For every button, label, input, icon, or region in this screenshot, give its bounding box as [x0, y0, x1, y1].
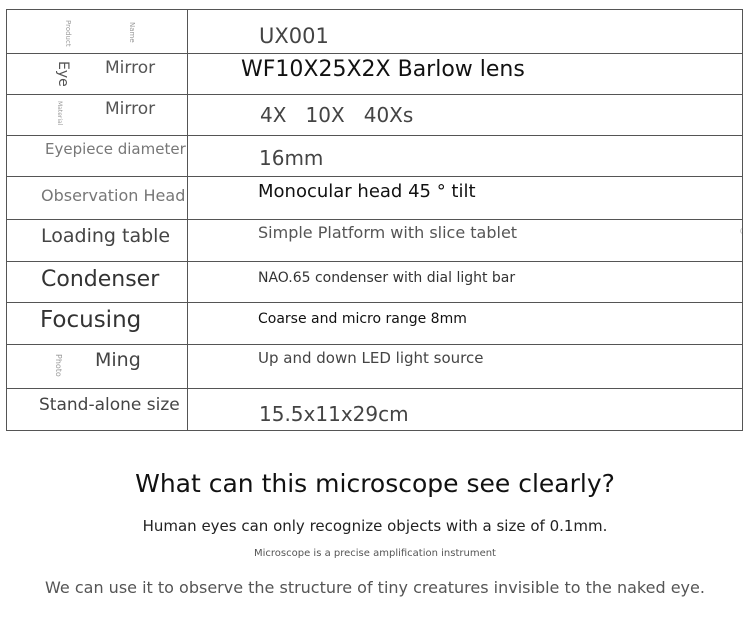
spec-value: NAO.65 condenser with dial light bar — [258, 270, 516, 286]
spec-table — [6, 9, 743, 431]
spec-value: 4X 10X 40Xs — [260, 103, 414, 127]
spec-value: Coarse and micro range 8mm — [258, 311, 467, 327]
spec-value: Monocular head 45 ° tilt — [258, 181, 476, 202]
speck-decoration — [740, 228, 743, 234]
spec-label-cell — [7, 262, 188, 303]
spec-value: WF10X25X2X Barlow lens — [241, 57, 525, 82]
spec-value: Up and down LED light source — [258, 349, 484, 367]
spec-label-small: Photo — [54, 354, 63, 377]
info-line-3: We can use it to observe the structure of tiny creatures invisible to the naked eye. — [45, 578, 705, 597]
spec-label-prefix: Eye — [55, 61, 71, 87]
spec-label: Stand-alone size — [39, 395, 180, 415]
table-row — [7, 303, 743, 345]
info-line-1: Human eyes can only recognize objects with a size of 0.1mm. — [142, 517, 608, 535]
spec-label: Observation Head — [41, 186, 186, 205]
spec-label-cell — [7, 54, 188, 95]
info-line-2: Microscope is a precise amplification instrument — [254, 548, 496, 559]
spec-label: Eyepiece diameter — [45, 140, 186, 158]
spec-value-cell — [188, 303, 743, 345]
spec-value-cell — [188, 220, 743, 262]
spec-value-cell — [188, 262, 743, 303]
spec-label-small: Product — [64, 20, 72, 47]
table-row — [7, 136, 743, 177]
spec-label-cell — [7, 220, 188, 262]
spec-label-small: Material — [56, 101, 63, 126]
table-row — [7, 345, 743, 389]
spec-value-cell — [188, 136, 743, 177]
spec-label-cell — [7, 136, 188, 177]
table-row — [7, 220, 743, 262]
spec-label-cell — [7, 10, 188, 54]
spec-value: 16mm — [259, 146, 324, 170]
spec-label: Focusing — [40, 307, 142, 333]
spec-label: Condenser — [41, 267, 160, 292]
spec-value-cell — [188, 95, 743, 136]
spec-label-cell — [7, 303, 188, 345]
spec-value-cell — [188, 345, 743, 389]
spec-label-cell — [7, 345, 188, 389]
table-row — [7, 262, 743, 303]
table-row — [7, 10, 743, 54]
table-row — [7, 177, 743, 220]
spec-label-cell — [7, 389, 188, 431]
spec-value-cell — [188, 54, 743, 95]
info-heading: What can this microscope see clearly? — [135, 469, 615, 498]
spec-label: Mirror — [105, 99, 156, 119]
spec-label: Mirror — [105, 58, 156, 78]
spec-value-cell — [188, 10, 743, 54]
spec-value: UX001 — [259, 24, 329, 48]
spec-value-cell — [188, 177, 743, 220]
spec-label: Loading table — [41, 225, 171, 247]
table-row — [7, 95, 743, 136]
table-row — [7, 389, 743, 431]
spec-value-cell — [188, 389, 743, 431]
spec-label-cell — [7, 177, 188, 220]
spec-value: 15.5x11x29cm — [259, 402, 409, 426]
spec-label-small: Name — [128, 22, 136, 43]
spec-label-cell — [7, 95, 188, 136]
table-row — [7, 54, 743, 95]
spec-value: Simple Platform with slice tablet — [258, 223, 518, 242]
spec-label: Ming — [95, 349, 141, 371]
